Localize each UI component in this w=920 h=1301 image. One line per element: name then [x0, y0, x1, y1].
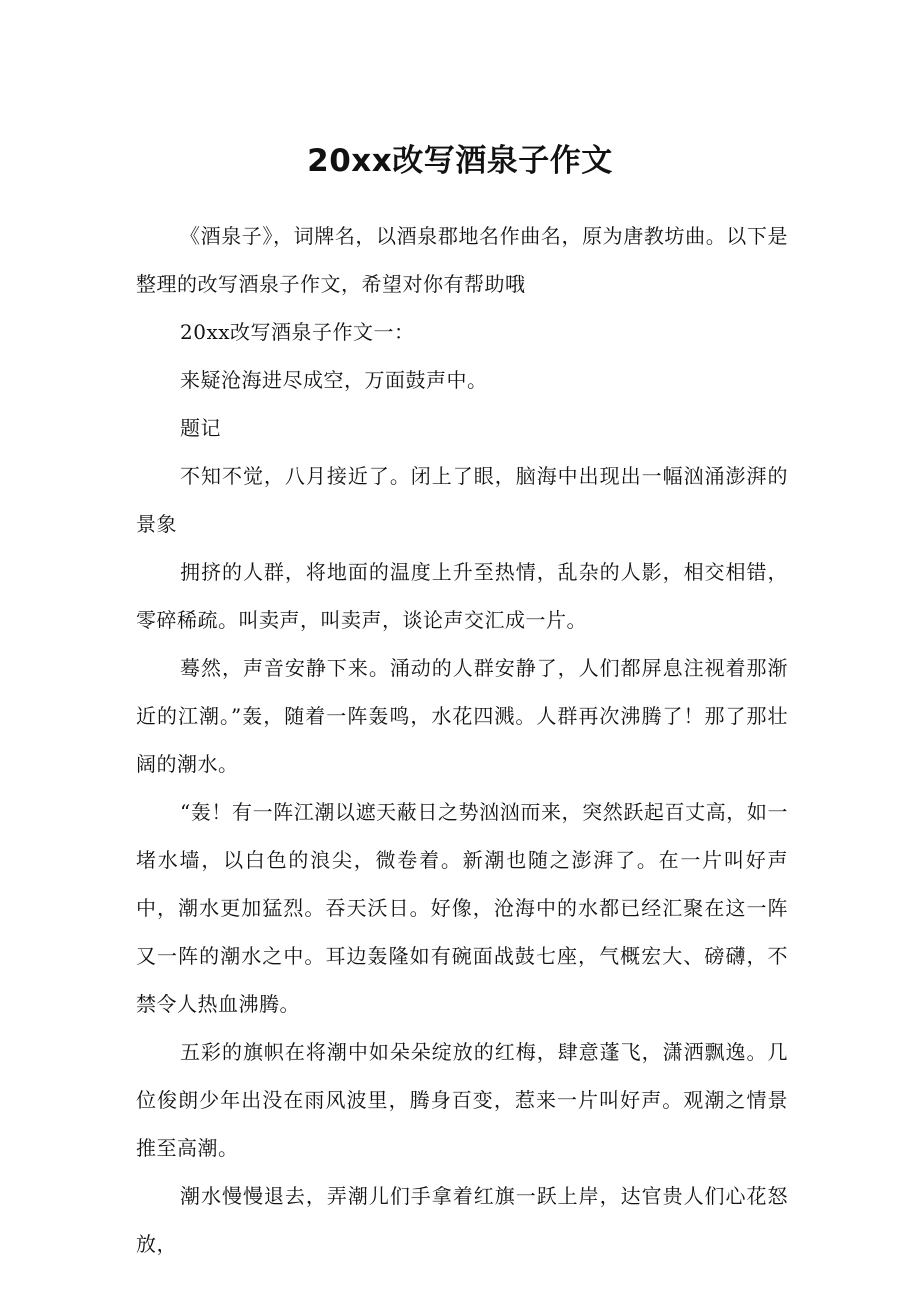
paragraph-body: “轰！有一阵江潮以遮天蔽日之势汹汹而来，突然跃起百丈高，如一堵水墙，以白色的浪尖，微卷着。新潮也随之澎湃了。在一片叫好声中，潮水更加猛烈。吞天沃日。好像，沧海中的水都已经汇聚在这一阵又一阵的潮水之中。耳边轰隆如有碗面战鼓七座，气概宏大、磅礴，不禁令人热血沸腾。 — [136, 800, 788, 1016]
paragraph-body: 蓦然，声音安静下来。涌动的人群安静了，人们都屏息注视着那渐近的江潮。”轰，随着一阵轰鸣，水花四溅。人群再次沸腾了！那了那壮阔的潮水。 — [136, 656, 788, 776]
document-title: 20xx改写酒泉子作文 — [307, 143, 613, 179]
paragraph-body: 潮水慢慢退去，弄潮儿们手拿着红旗一跃上岸，达官贵人们心花怒放， — [136, 1184, 788, 1256]
document-body — [136, 212, 788, 1268]
paragraph-body: 不知不觉，八月接近了。闭上了眼，脑海中出现出一幅汹涌澎湃的景象 — [136, 464, 788, 536]
paragraph-body: 五彩的旗帜在将潮中如朵朵绽放的红梅，肆意蓬飞，潇洒飘逸。几位俊朗少年出没在雨风波里，腾身百变，惹来一片叫好声。观潮之情景推至高潮。 — [136, 1040, 788, 1160]
paragraph-body: 拥挤的人群，将地面的温度上升至热情，乱杂的人影，相交相错，零碎稀疏。叫卖声，叫卖声，谈论声交汇成一片。 — [136, 560, 788, 632]
paragraph-epigraph: 来疑沧海进尽成空，万面鼓声中。 — [180, 368, 488, 392]
paragraph-section-heading: 20xx改写酒泉子作文一： — [180, 320, 415, 344]
paragraph-epigraph-label: 题记 — [180, 416, 221, 440]
paragraph-intro: 《酒泉子》，词牌名，以酒泉郡地名作曲名，原为唐教坊曲。以下是整理的改写酒泉子作文，希望对你有帮助哦 — [136, 224, 788, 296]
